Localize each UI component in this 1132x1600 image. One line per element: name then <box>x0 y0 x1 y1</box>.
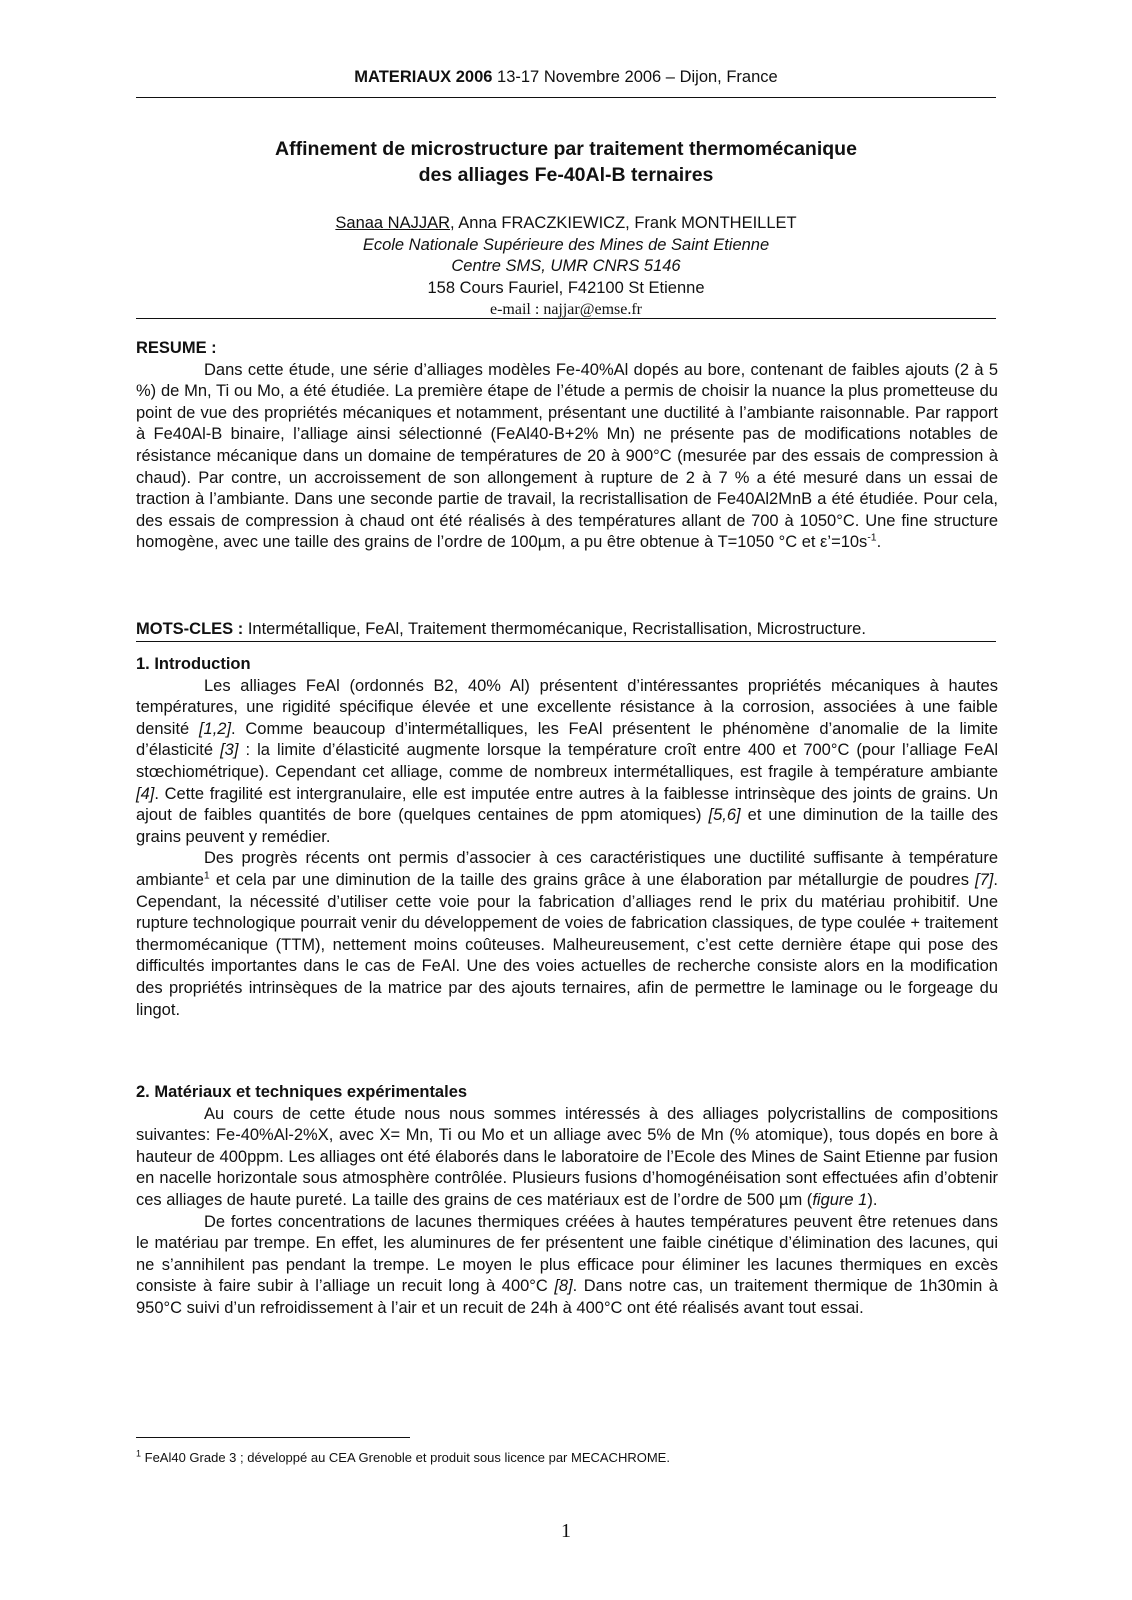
title-line-1: Affinement de microstructure par traitement thermomécanique <box>275 138 857 160</box>
title-line-2: des alliages Fe-40Al-B ternaires <box>418 164 714 186</box>
affiliation-1: Ecole Nationale Supérieure des Mines de Saint Etienne <box>362 235 770 254</box>
affiliation-2: Centre SMS, UMR CNRS 5146 <box>451 257 681 275</box>
citation: [8] <box>554 1277 573 1296</box>
resume-text: Dans cette étude, une série d’alliages modèles Fe-40%Al dopés au bore, contenant de faibles ajouts (2 à 5 %) de Mn, Ti ou Mo, a été étudiée. La première étape de l’étude a permis de choisir la nuance la plus prometteuse du point de vue des propriétés mécaniques et notamment, présentant une ductilité à l’ambiante raisonnable. Par rapport à Fe40Al-B binaire, l’alliage ainsi sélectionné (FeAl40-B+2% Mn) ne présente pas de modifications notables de résistance mécanique dans un domaine de températures de 20 à 900°C (mesurée par des essais de compression à chaud). Par contre, un accroissement de son allongement à rupture de 2 à 7 % a été mesuré dans un essai de traction à l’ambiante. Dans une seconde partie de travail, la recristallisation de Fe40Al2MnB a été étudiée. Pour cela, des essais de compression à chaud ont été réalisés à des températures allant de 700 à 1050°C. Une fine structure homogène, avec une taille des grains de l’ordre de 100µm, a pu être obtenue à T=1050 °C et ε’=10s <box>136 360 998 552</box>
introduction-heading: 1. Introduction <box>136 655 251 673</box>
intro-p2-c: . Cependant, la nécessité d’utiliser cette voie pour la fabrication d’alliages rend le prix du matériau prohibitif. Une rupture technologique pourrait venir du développement de voies de fabrication classiques, de type coulée + traitement thermomécanique (TTM), nettement moins coûteuses. Malheureusement, c’est cette dernière étape qui pose des difficultés importantes dans le cas de FeAl. Une des voies actuelles de recherche consiste alors en la modification des propriétés intrinsèques de la matrice par des ajouts ternaires, afin de permettre le laminage ou le forgeage du lingot. <box>136 870 998 1019</box>
materials-heading: 2. Matériaux et techniques expérimentales <box>136 1083 468 1101</box>
intro-p1-c: : la limite d’élasticité augmente lorsque la température croît entre 400 et 700°C (pour l’alliage FeAl stœchiométrique). Cependant cet alliage, comme de nombreux intermétalliques, est fragile à température ambiante <box>136 741 998 781</box>
footnote <box>136 1450 998 1465</box>
resume-heading: RESUME : <box>136 339 217 357</box>
author-block <box>136 213 996 321</box>
citation: [4] <box>136 784 155 803</box>
header-rule <box>136 97 996 98</box>
footnote-rule <box>136 1437 410 1438</box>
intro-p1-b: . Comme beaucoup d’intermétalliques, les FeAl présentent le phénomène d’anomalie de la limite d’élasticité <box>136 719 999 760</box>
resume-paragraph <box>136 360 998 554</box>
materials-section <box>136 1082 998 1320</box>
intro-paragraph-2 <box>136 848 998 1021</box>
page-number: 1 <box>561 1520 571 1542</box>
address: 158 Cours Fauriel, F42100 St Etienne <box>427 278 705 297</box>
materials-p2-a: De fortes concentrations de lacunes thermiques créées à hautes températures peuvent être retenues dans le matériau par trempe. En effet, les aluminures de fer présentent une faible cinétique d’élimination des lacunes, qui ne s’annihilent pas pendant la trempe. Le moyen le plus efficace pour éliminer les lacunes thermiques en excès consiste à faire subir à l’alliage un recuit long à 400°C <box>136 1212 998 1296</box>
footnote-marker: 1 <box>203 869 210 882</box>
author-list <box>136 213 996 235</box>
citation: [5,6] <box>708 806 741 825</box>
intro-paragraph-1 <box>136 676 998 849</box>
keywords-rule <box>136 641 996 642</box>
keywords-label: MOTS-CLES : <box>136 620 244 638</box>
conference-name: MATERIAUX 2006 <box>354 68 493 86</box>
materials-paragraph-1 <box>136 1104 998 1212</box>
materials-paragraph-2 <box>136 1212 998 1320</box>
resume-exponent: -1 <box>867 531 877 544</box>
materials-p1-a: Au cours de cette étude nous nous sommes intéressés à des alliages polycristallins de compositions suivantes: Fe-40%Al-2%X, avec X= Mn, Ti ou Mo et un alliage avec 5% de Mn (% atomique), tous dopés en bore à hauteur de 400ppm. Les alliages ont été élaborés dans le laboratoire de l’Ecole des Mines de Saint Etienne par fusion en nacelle horizontale sous atmosphère contrôlée. Plusieurs fusions d’homogénéisation sont effectuées afin d’obtenir ces alliages de haute pureté. La taille des grains de ces matériaux est de l’ordre de 500 µm ( <box>136 1104 998 1209</box>
intro-p1-a: Les alliages FeAl (ordonnés B2, 40% Al) présentent d’intéressantes propriétés mécaniques à hautes températures, une rigidité spécifique élevée et une excellente résistance à la corrosion, associées à une faible densité <box>136 676 998 738</box>
introduction-section <box>136 654 998 1021</box>
footnote-text: FeAl40 Grade 3 ; développé au CEA Grenoble et produit sous licence par MECACHROME. <box>141 1450 670 1465</box>
intro-p2-a: Des progrès récents ont permis d’associer à ces caractéristiques une ductilité suffisante à température ambiante <box>136 849 998 889</box>
coauthors: , Anna FRACZKIEWICZ, Frank MONTHEILLET <box>450 214 797 232</box>
author-rule <box>136 318 996 319</box>
conference-details: 13-17 Novembre 2006 – Dijon, France <box>492 68 778 86</box>
email: e-mail : najjar@emse.fr <box>490 301 642 318</box>
figure-reference: figure 1 <box>812 1190 868 1209</box>
paper-title <box>136 136 996 188</box>
materials-p2-b: . Dans notre cas, un traitement thermique de 1h30min à 950°C suivi d’un refroidissement à l’air et un recuit de 24h à 400°C ont été réalisés avant tout essai. <box>136 1277 998 1317</box>
citation: [3] <box>220 741 239 760</box>
resume-section <box>136 338 998 554</box>
resume-end: . <box>876 533 882 552</box>
intro-p2-b: et cela par une diminution de la taille des grains grâce à une élaboration par métallurgie de poudres <box>209 870 976 889</box>
footnote-mark: 1 <box>136 1448 142 1459</box>
keywords <box>136 620 998 639</box>
citation: [7] <box>975 870 994 889</box>
materials-p1-b: ). <box>867 1190 878 1209</box>
conference-header <box>0 68 1132 87</box>
intro-p1-e: et une diminution de la taille des grains peuvent y remédier. <box>136 806 998 846</box>
intro-p1-d: . Cette fragilité est intergranulaire, elle est imputée entre autres à la faiblesse intrinsèque des joints de grains. Un ajout de faibles quantités de bore (quelques centaines de ppm atomiques) <box>136 784 998 825</box>
keywords-text: Intermétallique, FeAl, Traitement thermomécanique, Recristallisation, Microstructure. <box>243 620 866 638</box>
citation: [1,2] <box>198 719 232 738</box>
first-author: Sanaa NAJJAR <box>335 214 451 232</box>
